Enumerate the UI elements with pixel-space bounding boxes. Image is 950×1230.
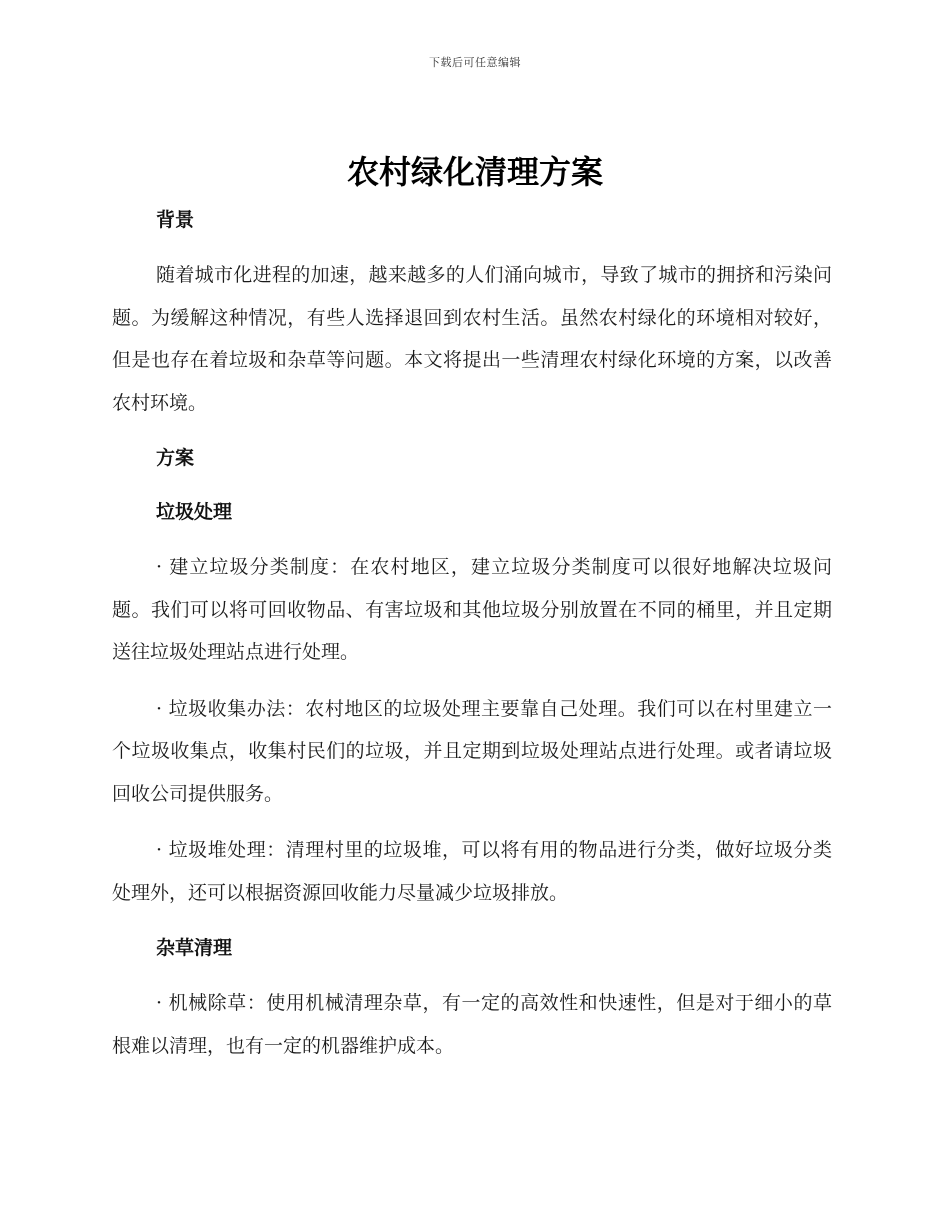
garbage-item: · 建立垃圾分类制度：在农村地区，建立垃圾分类制度可以很好地解决垃圾问题。我们可以将可回收物品、有害垃圾和其他垃圾分别放置在不同的桶里，并且定期送往垃圾处理站点进行处理。 (112, 556, 832, 663)
background-paragraph: 随着城市化进程的加速，越来越多的人们涌向城市，导致了城市的拥挤和污染问题。为缓解这种情况，有些人选择退回到农村生活。虽然农村绿化的环境相对较好，但是也存在着垃圾和杂草等问题。本文将提出一些清理农村绿化环境的方案，以改善农村环境。 (112, 264, 832, 414)
header-note: 下载后可任意编辑 (429, 56, 521, 69)
document-body (112, 200, 832, 1081)
garbage-item: · 垃圾堆处理：清理村里的垃圾堆，可以将有用的物品进行分类，做好垃圾分类处理外，还可以根据资源回收能力尽量减少垃圾排放。 (112, 839, 832, 904)
weed-item: · 机械除草：使用机械清理杂草，有一定的高效性和快速性，但是对于细小的草根难以清理，也有一定的机器维护成本。 (112, 992, 832, 1057)
subsection-heading-weeds: 杂草清理 (156, 937, 233, 959)
subsection-heading-garbage: 垃圾处理 (156, 501, 233, 523)
section-heading-background: 背景 (156, 209, 195, 231)
section-heading-plan: 方案 (156, 447, 195, 469)
garbage-item: · 垃圾收集办法：农村地区的垃圾处理主要靠自己处理。我们可以在村里建立一个垃圾收集点，收集村民们的垃圾，并且定期到垃圾处理站点进行处理。或者请垃圾回收公司提供服务。 (112, 697, 832, 805)
document-title: 农村绿化清理方案 (346, 153, 603, 191)
